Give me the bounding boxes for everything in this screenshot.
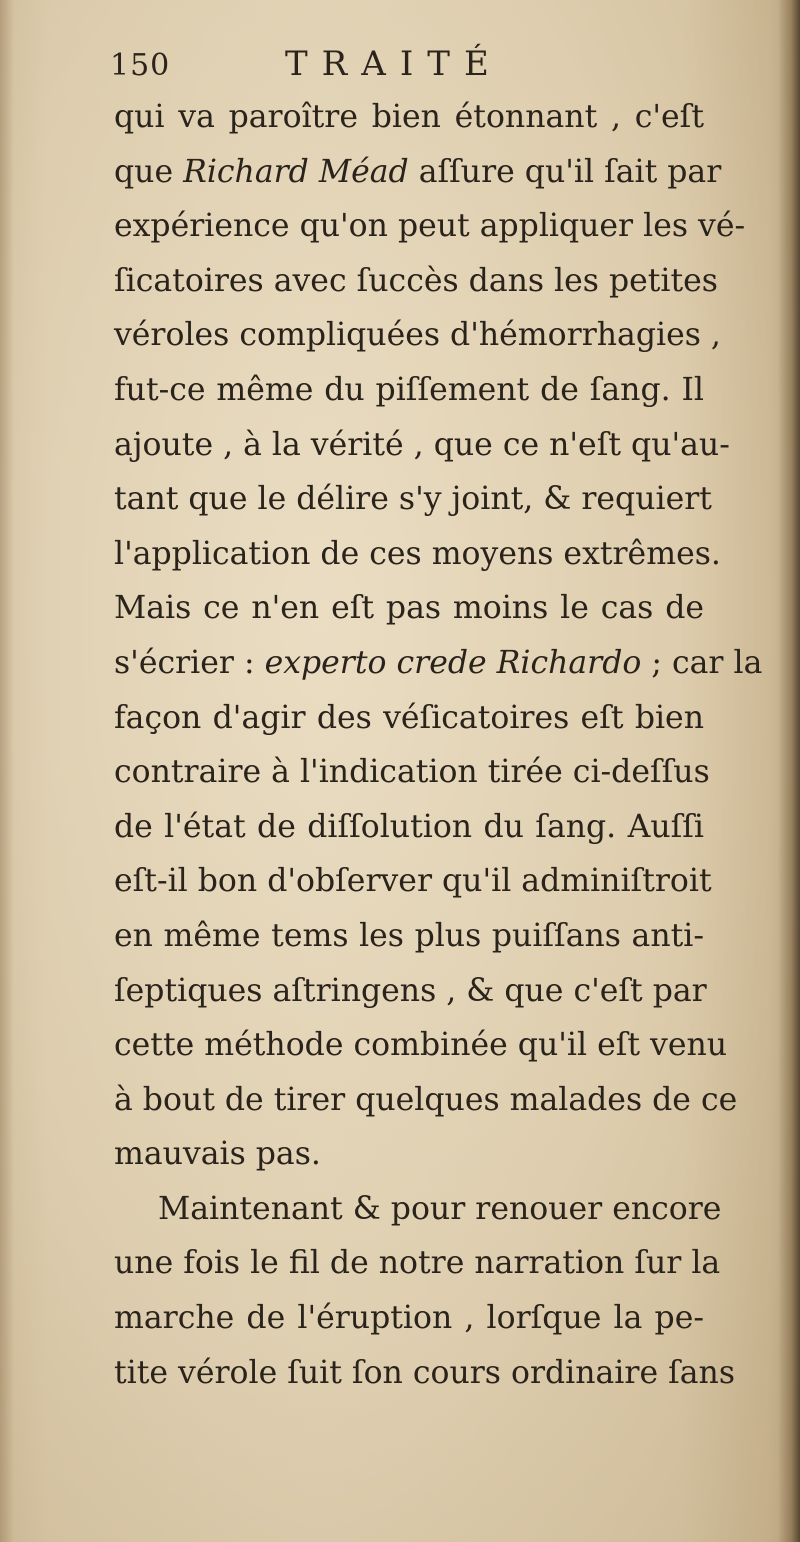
body-text [114,90,763,1400]
page-number: 150 [110,48,171,83]
text-line-2: que Richard Méad aſſure qu'il ſait par [114,153,722,190]
text-line-16: en même tems les plus puiſſans anti- [114,917,704,954]
text-line-7: ajoute , à la vérité , que ce n'eſt qu'au- [114,426,730,463]
page-right-edge [778,0,800,1542]
page-left-shadow [0,0,14,1542]
text-line-14: de l'état de diſſolution du ſang. Auſſi [114,808,704,845]
text-line-4: ſicatoires avec ſuccès dans les petites [114,262,718,299]
text-line-20: mauvais pas. [114,1136,321,1173]
text-line-6: fut-ce même du piſſement de ſang. Il [114,371,704,408]
text-line-18: cette méthode combinée qu'il eſt venu [114,1027,728,1064]
text-line-8: tant que le délire s'y joint, & requiert [114,481,712,518]
text-line-22: une fois le fil de notre narration ſur la [114,1245,721,1282]
text-line-24: tite vérole ſuit ſon cours ordinaire ſans [114,1354,735,1391]
text-line-11: s'écrier : experto crede Richardo ; car la [114,644,763,681]
text-line-9: l'application de ces moyens extrêmes. [114,535,721,572]
text-line-5: véroles compliquées d'hémorrhagies , [114,317,721,354]
italic-latin-phrase: experto crede Richardo [264,644,642,681]
text-line-19: à bout de tirer quelques malades de ce [114,1081,738,1118]
text-line-23: marche de l'éruption , lorſque la pe- [114,1300,704,1337]
text-line-21: Maintenant & pour renouer encore [158,1190,722,1227]
italic-name: Richard Méad [183,153,409,190]
text-line-10: Mais ce n'en eſt pas moins le cas de [114,590,704,627]
text-line-13: contraire à l'indication tirée ci-deſſus [114,754,710,791]
running-head: TRAITÉ [285,44,503,84]
text-line-3: expérience qu'on peut appliquer les vé- [114,208,746,245]
text-line-15: eſt-il bon d'obſerver qu'il adminiſtroit [114,863,712,900]
text-line-1: qui va paroître bien étonnant , c'eſt [114,99,704,135]
text-line-12: façon d'agir des véſicatoires eſt bien [114,699,704,736]
text-line-17: ſeptiques aſtringens , & que c'eſt par [114,972,707,1009]
page-header [110,44,710,94]
